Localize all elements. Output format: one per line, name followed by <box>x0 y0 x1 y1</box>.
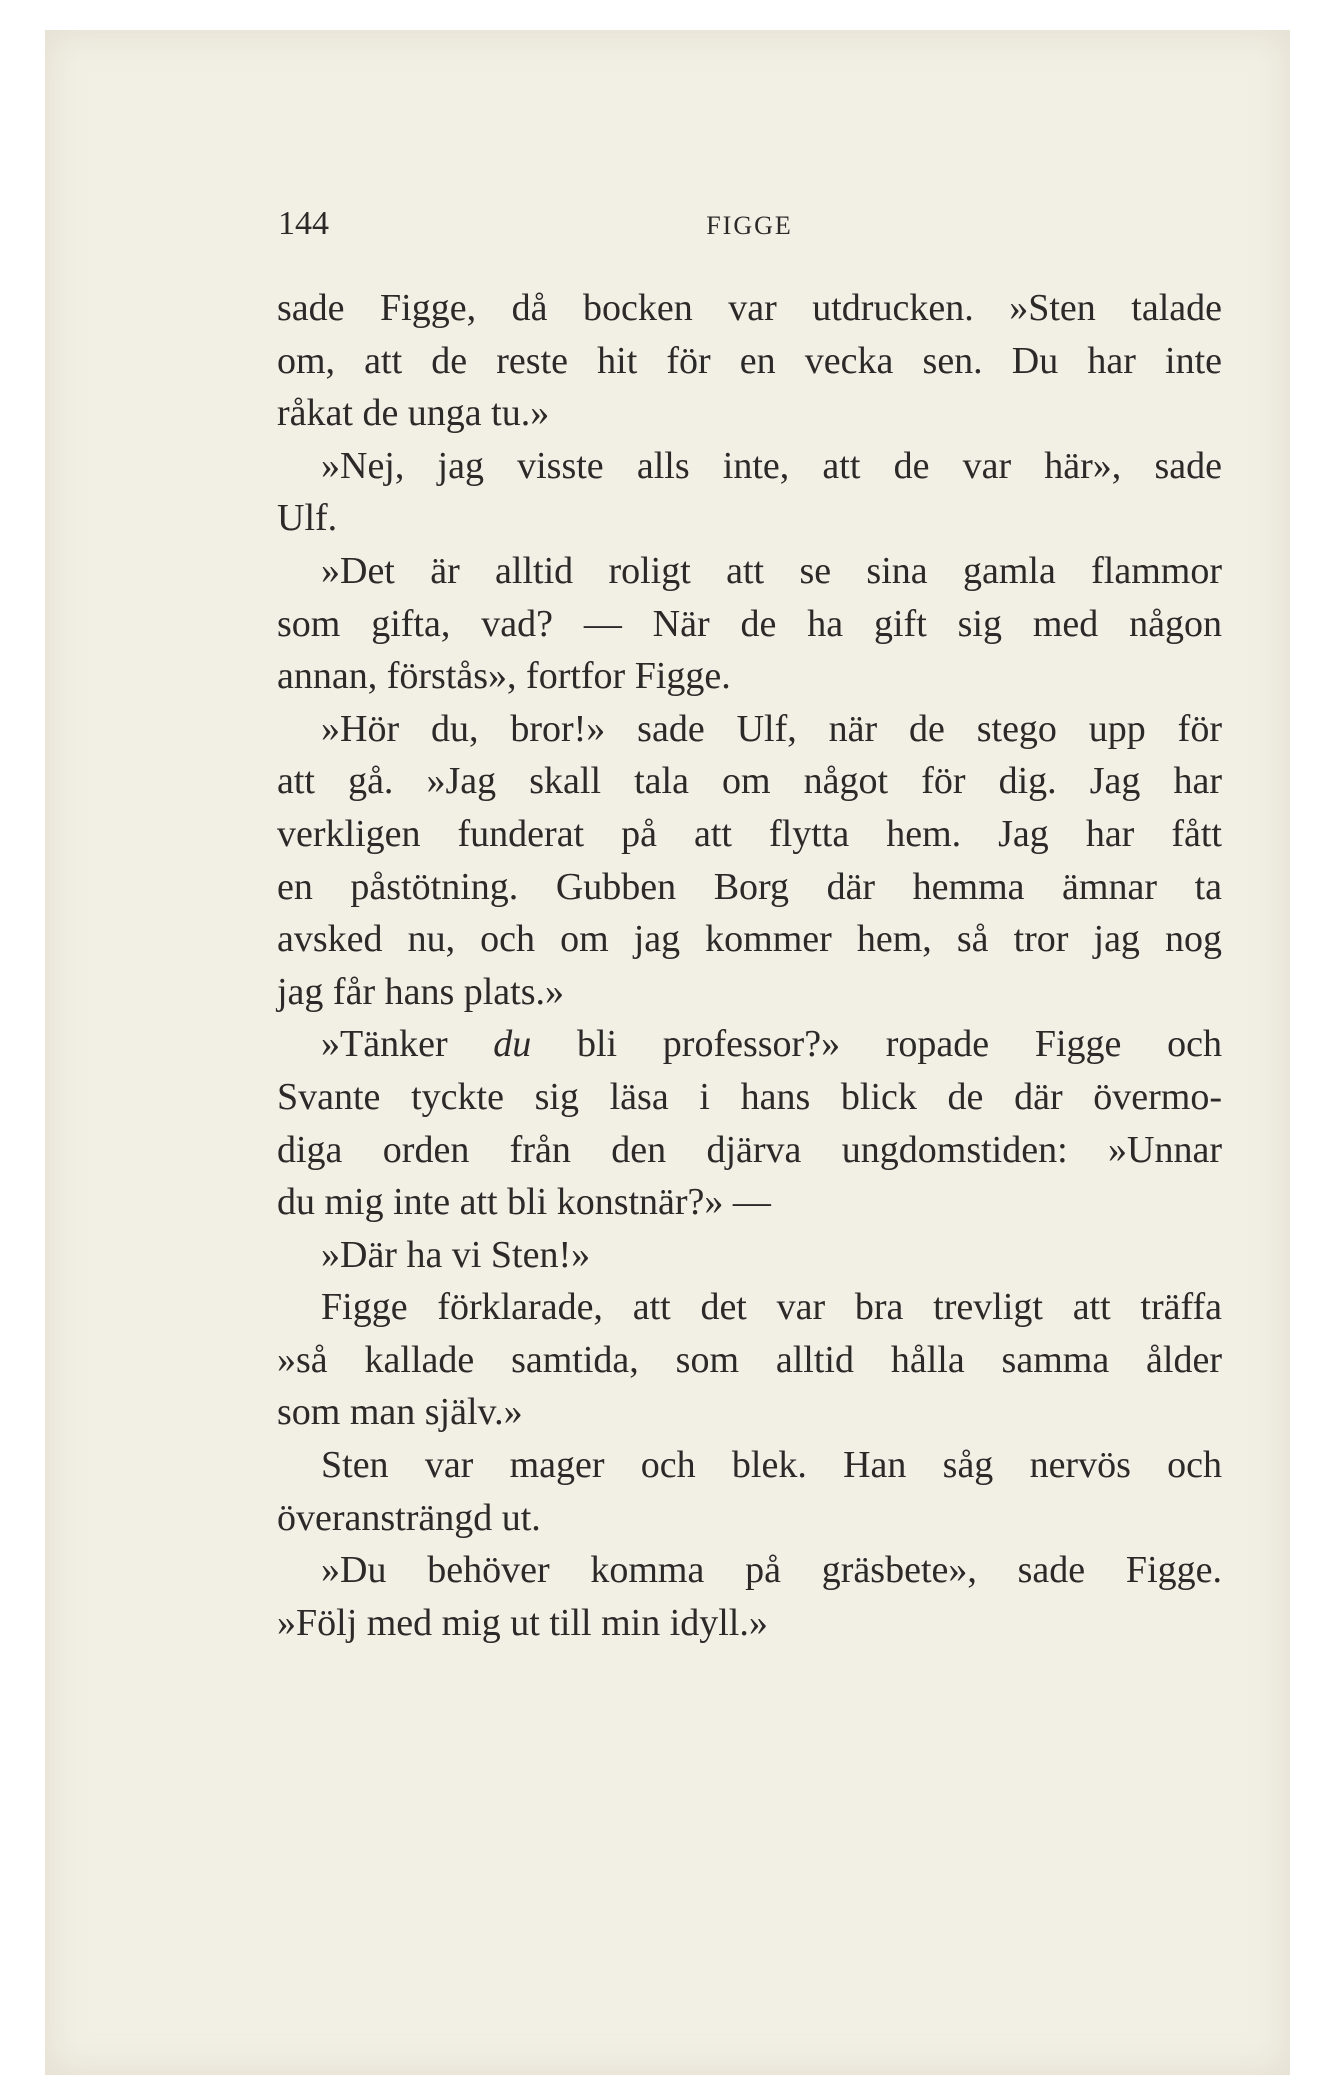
text-line: Svante tyckte sig läsa i hans blick de där övermo- <box>277 1075 1222 1118</box>
text-line: jag får hans plats.» <box>277 970 565 1013</box>
text-line: avsked nu, och om jag kommer hem, så tror jag nog <box>277 918 1222 961</box>
text-line: verkligen funderat på att flytta hem. Jag har fått <box>277 812 1222 855</box>
paragraph <box>277 440 1222 545</box>
paragraph <box>277 1544 1222 1649</box>
text-line: »så kallade samtida, som alltid hålla samma ålder <box>277 1338 1222 1381</box>
text-line: om, att de reste hit för en vecka sen. Du har inte <box>277 339 1222 382</box>
text-line: att gå. »Jag skall tala om något för dig. Jag har <box>277 760 1222 803</box>
text-line: »Där ha vi Sten!» <box>321 1233 591 1276</box>
text-line: Figge förklarade, att det var bra trevligt att träffa <box>321 1286 1222 1329</box>
text-line: du mig inte att bli konstnär?» — <box>277 1181 771 1224</box>
text-line: diga orden från den djärva ungdomstiden: »Unnar <box>277 1128 1222 1171</box>
text-line: Sten var mager och blek. Han såg nervös och <box>321 1444 1222 1487</box>
page-number: 144 <box>278 205 329 242</box>
text-line: Ulf. <box>277 497 338 540</box>
text-line: »Du behöver komma på gräsbete», sade Figge. <box>321 1549 1222 1592</box>
paragraph <box>277 1281 1222 1439</box>
running-title: FIGGE <box>706 211 793 240</box>
paragraph <box>277 545 1222 703</box>
paragraph <box>277 1439 1222 1544</box>
text-line: »Hör du, bror!» sade Ulf, när de stego upp för <box>321 707 1222 750</box>
text-line: överansträngd ut. <box>277 1496 541 1539</box>
emphasis: du <box>493 1023 532 1066</box>
text-fragment: »Tänker <box>321 1023 494 1066</box>
paragraph <box>277 1018 1222 1228</box>
text-fragment: bli professor?» ropade Figge och <box>531 1023 1222 1066</box>
text-line: »Följ med mig ut till min idyll.» <box>277 1601 768 1644</box>
paragraph <box>277 282 1222 440</box>
text-line: »Det är alltid roligt att se sina gamla flammor <box>321 549 1222 592</box>
paragraph <box>277 703 1222 1019</box>
text-line: råkat de unga tu.» <box>277 392 550 435</box>
text-line: som man själv.» <box>277 1391 523 1434</box>
text-line: annan, förstås», fortfor Figge. <box>277 655 731 698</box>
text-line <box>277 1018 1222 1071</box>
paragraph <box>277 1229 1222 1282</box>
text-line: »Nej, jag visste alls inte, att de var här», sade <box>321 444 1222 487</box>
text-line: som gifta, vad? — När de ha gift sig med någon <box>277 602 1222 645</box>
body-text <box>277 282 1222 1649</box>
text-line: sade Figge, då bocken var utdrucken. »Sten talade <box>277 287 1222 329</box>
text-line: en påstötning. Gubben Borg där hemma ämnar ta <box>277 865 1222 908</box>
